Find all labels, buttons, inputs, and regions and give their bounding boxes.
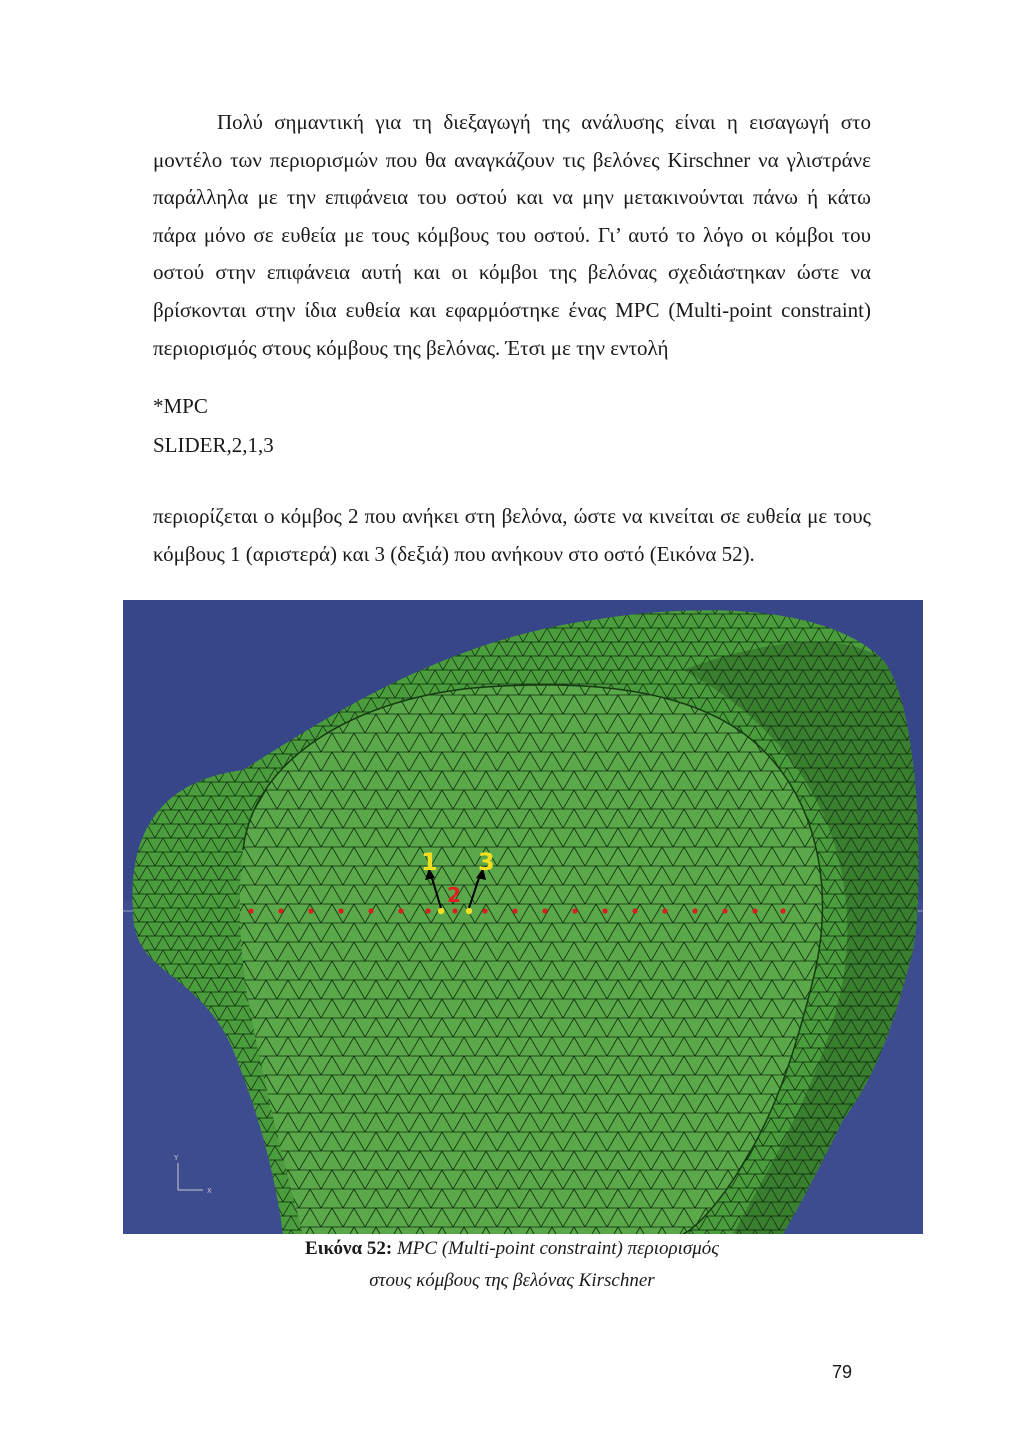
caption-label: Εικόνα 52:	[304, 1238, 393, 1259]
node-label-3: 3	[478, 848, 495, 876]
node-label-1: 1	[421, 848, 438, 876]
axis-y-label: Y	[174, 1154, 179, 1162]
axis-x-label: X	[207, 1187, 212, 1195]
node-3-dot	[466, 908, 472, 914]
paragraph-node-constraint: περιορίζεται ο κόμβος 2 που ανήκει στη βελόνα, ώστε να κινείται σε ευθεία με τους κόμβους 1 (αριστερά) και 3 (δεξιά) που ανήκουν στο οστό (Εικόνα 52).	[153, 504, 871, 566]
figure-caption-line2: στους κόμβους της βελόνας Kirschner	[369, 1270, 655, 1291]
node-1-dot	[438, 908, 444, 914]
code-line-mpc: *MPC	[153, 394, 208, 418]
figure-mesh-image	[123, 600, 923, 1234]
node-label-2: 2	[447, 883, 461, 907]
paragraph-mpc-intro: Πολύ σημαντική για τη διεξαγωγή της ανάλυσης είναι η εισαγωγή στο μοντέλο των περιορισμών που θα αναγκάζουν τις βελόνες Kirschner να γλιστράνε παράλληλα με την επιφάνεια του οστού και να μην μετακινούνται πάνω ή κάτω πάρα μόνο σε ευθεία με τους κόμβους του οστού. Γι’ αυτό το λόγο οι κόμβοι του οστού στην επιφάνεια αυτή και οι κόμβοι της βελόνας σχεδιάστηκαν ώστε να βρίσκονται στην ίδια ευθεία και εφαρμόστηκε ένας MPC (Multi-point constraint) περιορισμός στους κόμβους της βελόνας. Έτσι με την εντολή	[153, 110, 871, 360]
figure-caption-line1	[200, 1238, 824, 1260]
mesh-render	[123, 600, 923, 1234]
caption-text-1: MPC (Multi-point constraint) περιορισμός	[392, 1238, 720, 1259]
code-line-slider: SLIDER,2,1,3	[153, 433, 274, 457]
page-number: 79	[832, 1362, 853, 1382]
